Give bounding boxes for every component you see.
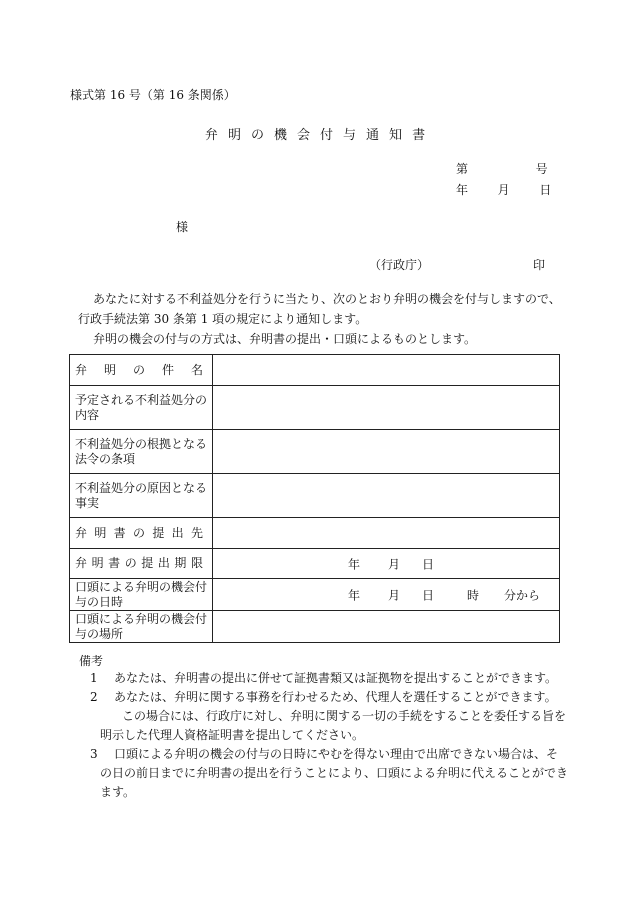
title-char: 知 <box>389 128 403 143</box>
remark-text: 口頭による弁明の機会の付与の日時にやむを得ない理由で出席できない場合は、その日の前日までに弁明書の提出を行うことにより、口頭による弁明に代えることができます。 <box>100 747 569 799</box>
title-char: 会 <box>296 128 310 143</box>
row-label-oral-place: 口頭による弁明の機会付与の場所 <box>70 611 213 643</box>
remark-number: 1 <box>90 671 98 685</box>
remark-item <box>78 745 568 802</box>
remark-item <box>78 688 568 707</box>
input-submission-destination[interactable] <box>213 518 560 549</box>
date-year-label: 年 <box>456 183 469 197</box>
remark-text: この場合には、行政庁に対し、弁明に関する一切の手続をすることを委任する旨を明示した代理人資格証明書を提出してください。 <box>100 709 567 742</box>
table-row <box>70 355 560 386</box>
remarks-title: 備考 <box>79 654 104 668</box>
input-oral-place[interactable] <box>213 611 560 643</box>
row-label-planned-disposition: 予定される不利益処分の内容 <box>70 386 213 430</box>
row-label-submission-destination: 弁 明 書 の 提 出 先 <box>70 518 213 549</box>
table-row <box>70 430 560 474</box>
oral-month-label: 月 <box>388 588 401 602</box>
oral-day-label: 日 <box>422 588 435 602</box>
row-label-oral-datetime: 口頭による弁明の機会付与の日時 <box>70 579 213 611</box>
oral-hour-label: 時 <box>467 588 480 602</box>
addressee-suffix: 様 <box>176 220 189 234</box>
issuing-agency: （行政庁） <box>369 258 430 272</box>
title-char: 明 <box>227 128 241 143</box>
title-char: の <box>250 128 264 143</box>
title-char: 付 <box>320 128 334 143</box>
remark-number: 2 <box>90 690 98 704</box>
input-case-name[interactable] <box>213 355 560 386</box>
notice-table <box>69 354 560 643</box>
form-number: 様式第 16 号（第 16 条関係） <box>70 88 236 102</box>
method-paragraph: 弁明の機会の付与の方式は、弁明書の提出・口頭によるものとします。 <box>93 332 477 346</box>
input-planned-disposition[interactable] <box>213 386 560 430</box>
input-cause-facts[interactable] <box>213 474 560 518</box>
row-label-cause-facts: 不利益処分の原因となる事実 <box>70 474 213 518</box>
deadline-day-label: 日 <box>422 557 435 571</box>
remark-text: あなたは、弁明書の提出に併せて証拠書類又は証拠物を提出することができます。 <box>114 671 558 685</box>
row-label-case-name: 弁 明 の 件 名 <box>70 355 213 386</box>
oral-minute-label: 分から <box>504 588 541 602</box>
issue-date <box>456 181 551 198</box>
document-number <box>456 160 548 177</box>
remark-number: 3 <box>90 747 98 761</box>
oral-year-label: 年 <box>348 588 361 602</box>
deadline-month-label: 月 <box>388 557 401 571</box>
deadline-year-label: 年 <box>348 557 361 571</box>
title-char: 弁 <box>204 128 218 143</box>
input-submission-deadline[interactable] <box>213 549 560 579</box>
title-char: 書 <box>412 128 426 143</box>
row-label-legal-basis: 不利益処分の根拠となる法令の条項 <box>70 430 213 474</box>
title-char: 与 <box>343 128 357 143</box>
document-title <box>0 124 630 143</box>
remark-item <box>78 707 568 745</box>
number-prefix: 第 <box>456 162 469 176</box>
row-label-submission-deadline: 弁 明 書 の 提 出 期 限 <box>70 549 213 579</box>
table-row <box>70 518 560 549</box>
table-row <box>70 386 560 430</box>
table-row <box>70 579 560 611</box>
table-row <box>70 549 560 579</box>
input-legal-basis[interactable] <box>213 430 560 474</box>
remark-text: あなたは、弁明に関する事務を行わせるため、代理人を選任することができます。 <box>114 690 557 704</box>
number-suffix: 号 <box>535 162 548 176</box>
title-char: 通 <box>366 128 380 143</box>
table-row <box>70 611 560 643</box>
remark-item <box>78 669 568 688</box>
seal-mark: 印 <box>533 258 546 272</box>
input-oral-datetime[interactable] <box>213 579 560 611</box>
date-month-label: 月 <box>497 183 510 197</box>
date-day-label: 日 <box>539 183 552 197</box>
table-row <box>70 474 560 518</box>
title-char: 機 <box>273 128 287 143</box>
notice-paragraph: あなたに対する不利益処分を行うに当たり、次のとおり弁明の機会を付与しますので、行政手続法第 30 条第 1 項の規定により通知します。 <box>78 292 561 326</box>
